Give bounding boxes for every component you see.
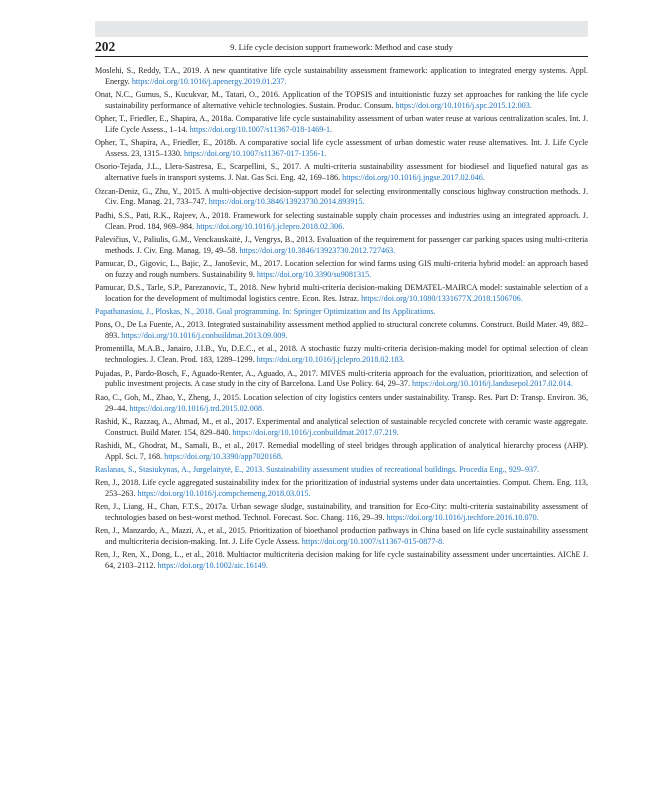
reference-text: Ren, J., Manzardo, A., Mazzi, A., et al., 2015. Prioritization of bioethanol production pathways in China based on life cycle sustainability assessment and multicriteria decision-making. Int. J. Life Cycle Assess. — [95, 526, 588, 547]
reference-text: Moslehi, S., Reddy, T.A., 2019. A new quantitative life cycle sustainability assessment framework: application to integrated energy systems. Appl. Energy. — [95, 66, 588, 86]
reference-text: Osorio-Tejada, J.L., Llera-Sastresa, E., Scarpellini, S., 2017. A multi-criteria sustainability assessment for biodiesel and liquefied natural gas as alternative fuels in transport systems. J. Nat. Gas Sci. Eng. 42, 169–186. — [95, 162, 588, 183]
reference-entry — [95, 550, 588, 572]
reference-text: Padhi, S.S., Pati, R.K., Rajeev, A., 2018. Framework for selecting sustainable supply chain processes and industries using an integrated approach. J. Clean. Prod. 184, 969–984. — [95, 210, 588, 231]
reference-entry — [95, 187, 588, 209]
reference-entry — [95, 259, 588, 281]
reference-entry — [95, 90, 588, 112]
reference-entry — [95, 502, 588, 524]
reference-text[interactable]: Raslanas, S., Stasiukynas, A., Jurgelaitytė, E., 2013. Sustainability assessment studies of recreational buildings. Procedia Eng., 929–937. — [95, 464, 540, 474]
doi-link[interactable]: https://doi.org/10.1016/j.jngse.2017.02.046. — [342, 173, 485, 183]
reference-text: Pamucar, D.S., Tarle, S.P., Parezanovic, T., 2018. New hybrid multi-criteria decision-making DEMATEL-MAIRCA model: sustainable selection of a location for the development of multimodal logistics centre. Econ. Res. Istraz. — [95, 282, 588, 303]
reference-entry — [95, 441, 588, 463]
reference-text: Rashidi, M., Ghodrat, M., Samali, B., et al., 2017. Remedial modelling of steel bridges through application of analytical hierarchy process (AHP). Appl. Sci. 7, 168. — [95, 440, 588, 461]
doi-link[interactable]: https://doi.org/10.3846/13923730.2012.727463. — [239, 245, 396, 255]
reference-text: Ren, J., 2018. Life cycle aggregated sustainability index for the prioritization of industrial systems under data uncertainties. Comput. Chem. Eng. 113, 253–263. — [95, 478, 588, 499]
reference-text: Rashid, K., Razzaq, A., Ahmad, M., et al., 2017. Experimental and analytical selection of sustainable recycled concrete with ceramic waste aggregate. Construct. Build Mater. 154, 829–840. — [95, 416, 588, 437]
doi-link[interactable]: https://doi.org/10.1016/j.jclepro.2018.02.306. — [196, 221, 345, 231]
reference-entry — [95, 307, 588, 318]
reference-text: Ren, J., Liang, H., Chan, F.T.S., 2017a. Urban sewage sludge, sustainability, and transition for Eco-City: multi-criteria sustainability assessment of technologies based on best-worst method. Technol. Forecast. Soc. Chang. 116, 29–39. — [95, 502, 588, 523]
doi-link[interactable]: https://doi.org/10.1002/aic.16149. — [157, 561, 268, 571]
header-bar — [95, 21, 588, 37]
doi-link[interactable]: https://doi.org/10.1016/j.compchemeng.2018.03.015. — [137, 489, 311, 499]
reference-text: Pujadas, P., Pardo-Bosch, F., Aguado-Renter, A., Aguado, A., 2017. MIVES multi-criteria approach for the evaluation, prioritization, and selection of public investment projects. A case study in the city of Barcelona. Land Use Policy. 64, 29–37. — [95, 368, 588, 389]
reference-entry — [95, 320, 588, 342]
reference-text: Promentilla, M.A.B., Janairo, J.I.B., Yu, D.E.C., et al., 2018. A stochastic fuzzy multi-criteria decision-making model for optimal selection of clean technologies. J. Clean. Prod. 183, 1289–1299. — [95, 344, 588, 365]
reference-entry — [95, 211, 588, 233]
reference-entry — [95, 465, 588, 476]
reference-entry — [95, 393, 588, 415]
reference-text: Palevičius, V., Paliulis, G.M., Venckauskaitė, J., Vengrys, B., 2013. Evaluation of the requirement for passenger car parking spaces using multi-criteria methods. J. Civ. Eng. Manag. 19, 49–58. — [95, 234, 588, 255]
doi-link[interactable]: https://doi.org/10.3390/app7020168. — [164, 451, 283, 461]
reference-text: Ren, J., Ren, X., Dong, L., et al., 2018. Multiactor multicriteria decision making for life cycle sustainability assessment under uncertainties. AIChE J. 64, 2103–2112. — [95, 550, 588, 571]
reference-text: Rao, C., Goh, M., Zhao, Y., Zheng, J., 2015. Location selection of city logistics centers under sustainability. Transp. Res. Part D: Transp. Environ. 36, 29–44. — [95, 392, 588, 413]
reference-text[interactable]: Papathanasiou, J., Ploskas, N., 2018. Goal programming. In: Springer Optimization and Its Applications. — [95, 307, 436, 317]
reference-entry — [95, 478, 588, 500]
doi-link[interactable]: https://doi.org/10.1016/j.conbuildmat.2013.09.009. — [121, 331, 288, 341]
doi-link[interactable]: https://doi.org/10.1016/j.jclepro.2018.02.183. — [256, 355, 405, 365]
doi-link[interactable]: https://doi.org/10.1080/1331677X.2018.1506706. — [361, 293, 523, 303]
doi-link[interactable]: https://doi.org/10.1007/s11367-015-0877-8. — [301, 537, 445, 547]
reference-list — [95, 66, 588, 575]
reference-entry — [95, 526, 588, 548]
reference-entry — [95, 369, 588, 391]
header-rule — [95, 56, 588, 57]
reference-entry — [95, 138, 588, 160]
doi-link[interactable]: https://doi.org/10.3846/13923730.2014.893915. — [208, 197, 365, 207]
doi-link[interactable]: https://doi.org/10.1007/s11367-018-1469-1. — [189, 125, 333, 135]
reference-text: Opher, T., Shapira, A., Friedler, E., 2018b. A comparative social life cycle assessment of urban domestic water reuse alternatives. Int. J. Life Cycle Assess. 23, 1315–1330. — [95, 138, 588, 159]
doi-link[interactable]: https://doi.org/10.1016/j.spc.2015.12.003. — [395, 101, 532, 111]
doi-link[interactable]: https://doi.org/10.1016/j.landusepol.2017.02.014. — [412, 379, 573, 389]
reference-text: Opher, T., Friedler, E., Shapira, A., 2018a. Comparative life cycle sustainability assessment of urban water reuse at various centralization scales. Int. J. Life Cycle Assess., 1–14. — [95, 114, 588, 135]
reference-text: Onat, N.C., Gumus, S., Kucukvar, M., Tatari, O., 2016. Application of the TOPSIS and intuitionistic fuzzy set approaches for ranking the life cycle sustainability performance of alternative vehicle technologies. Sustain. Produc. Consum. — [95, 90, 588, 111]
doi-link[interactable]: https://doi.org/10.1016/j.conbuildmat.2017.07.219. — [232, 427, 399, 437]
page-header — [95, 40, 588, 54]
reference-entry — [95, 235, 588, 257]
doi-link[interactable]: https://doi.org/10.1016/j.trd.2015.02.008. — [129, 403, 264, 413]
doi-link[interactable]: https://doi.org/10.3390/su9081315. — [256, 269, 372, 279]
page-number: 202 — [95, 39, 116, 54]
reference-entry — [95, 417, 588, 439]
running-head: 9. Life cycle decision support framework: Method and case study — [230, 42, 453, 52]
reference-entry — [95, 162, 588, 184]
doi-link[interactable]: https://doi.org/10.1016/j.apenergy.2019.01.237. — [131, 76, 287, 86]
reference-text: Pamucar, D., Gigovic, L., Bajic, Z., Janoševic, M., 2017. Location selection for wind farms using GIS multi-criteria hybrid model: an approach based on fuzzy and rough numbers. Sustainability 9. — [95, 258, 588, 279]
reference-entry — [95, 283, 588, 305]
reference-text: Ozcan-Deniz, G., Zhu, Y., 2015. A multi-objective decision-support model for selecting environmentally conscious highway construction methods. J. Civ. Eng. Manag. 21, 733–747. — [95, 186, 588, 207]
reference-entry — [95, 344, 588, 366]
doi-link[interactable]: https://doi.org/10.1016/j.techfore.2016.10.070. — [386, 513, 539, 523]
reference-entry — [95, 66, 588, 88]
reference-entry — [95, 114, 588, 136]
doi-link[interactable]: https://doi.org/10.1007/s11367-017-1356-1. — [184, 149, 327, 159]
reference-text: Pons, O., De La Fuente, A., 2013. Integrated sustainability assessment method applied to structural concrete columns. Construct. Build Mater. 49, 882–893. — [95, 320, 588, 341]
